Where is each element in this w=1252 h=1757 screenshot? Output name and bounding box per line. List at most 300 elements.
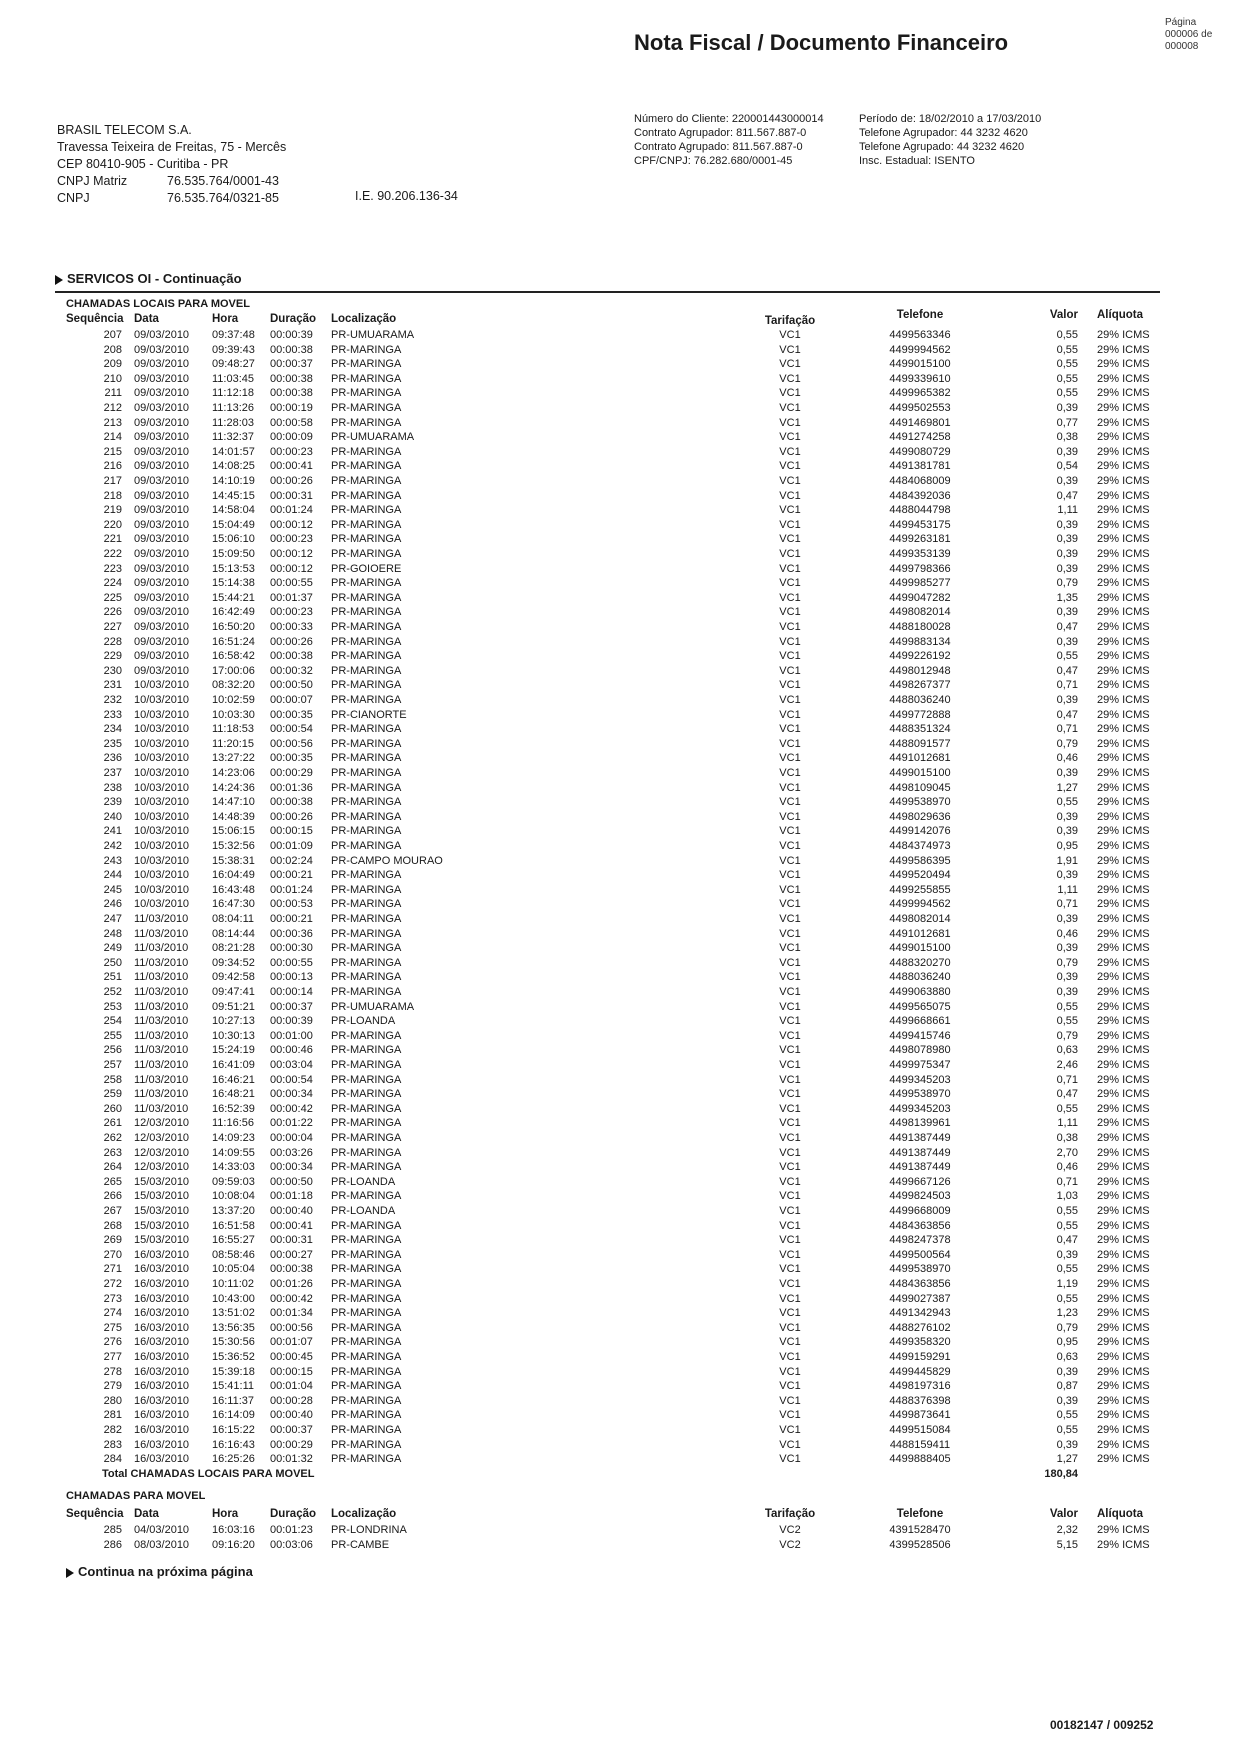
local-total-value: 180,84 [1044,1467,1078,1480]
cell-sequencia: 212 [103,402,122,414]
cell-tarifacao: VC1 [779,1088,801,1101]
cell-valor: 0,47 [1056,664,1078,677]
cell-aliquota: 29% ICMS [1097,1073,1150,1086]
table-row [0,985,1252,1000]
table-row [0,1029,1252,1044]
cell-duracao: 00:00:12 [270,548,313,560]
cell-aliquota: 29% ICMS [1097,781,1150,794]
cell-duracao: 00:00:55 [270,956,313,969]
cell-tarifacao: VC1 [779,1146,801,1159]
table-row [0,1175,1252,1190]
table-row [0,605,1252,620]
cell-tarifacao: VC1 [779,781,801,794]
cell-valor: 0,79 [1056,577,1078,590]
cell-data: 15/03/2010 [134,1205,190,1217]
cell-telefone: 4488376398 [889,1394,951,1407]
cell-telefone: 4499445829 [889,1365,951,1378]
cell-telefone: 4399528506 [889,1538,951,1551]
cell-localizacao: PR-LOANDA [331,1175,396,1188]
col-duracao: Duração [270,1508,317,1520]
cell-duracao: 00:00:12 [270,518,313,531]
table-row [0,1189,1252,1204]
cell-telefone: 4499159291 [889,1351,951,1363]
cell-data: 16/03/2010 [134,1321,190,1334]
cell-telefone: 4491387449 [889,1132,951,1144]
cell-hora: 15:06:15 [212,825,255,838]
cell-localizacao: PR-CIANORTE [331,708,407,721]
cell-localizacao: PR-MARINGA [331,913,402,925]
cell-hora: 08:21:28 [212,942,255,955]
cnpj-matriz-row [57,173,286,190]
cell-aliquota: 29% ICMS [1097,562,1150,575]
cell-valor: 0,55 [1056,1102,1078,1115]
cell-hora: 15:06:10 [212,533,255,546]
cell-sequencia: 273 [103,1292,122,1305]
cell-localizacao: PR-MARINGA [331,1380,402,1393]
cell-tarifacao: VC1 [779,431,801,444]
cell-data: 10/03/2010 [134,869,190,882]
cell-duracao: 00:00:29 [270,1438,313,1451]
cell-hora: 15:36:52 [212,1351,255,1363]
cell-tarifacao: VC1 [779,533,801,546]
cell-valor: 0,55 [1056,1424,1078,1436]
cell-localizacao: PR-MARINGA [331,1351,402,1363]
table-row [0,1306,1252,1321]
cell-aliquota: 29% ICMS [1097,343,1150,356]
cell-data: 16/03/2010 [134,1453,190,1466]
cell-telefone: 4499824503 [889,1190,951,1203]
company-name: BRASIL TELECOM S.A. [57,123,192,137]
mobile-calls-title: CHAMADAS PARA MOVEL [66,1490,206,1502]
cell-duracao: 00:00:42 [270,1102,313,1115]
cell-hora: 14:23:06 [212,767,255,779]
cell-localizacao: PR-LONDRINA [331,1524,407,1536]
cell-telefone: 4499563346 [889,329,951,341]
cell-duracao: 00:00:29 [270,767,313,779]
cell-localizacao: PR-MARINGA [331,1453,402,1466]
cell-data: 04/03/2010 [134,1524,190,1536]
cell-duracao: 00:00:14 [270,986,313,998]
cell-hora: 11:28:03 [212,416,255,429]
cell-localizacao: PR-MARINGA [331,694,402,706]
cell-duracao: 00:00:23 [270,445,313,458]
continue-notice [66,1564,253,1579]
cell-aliquota: 29% ICMS [1097,840,1150,852]
cell-duracao: 00:00:54 [270,1073,313,1086]
cell-data: 16/03/2010 [134,1292,190,1305]
cell-hora: 15:14:38 [212,577,255,590]
cell-hora: 08:32:20 [212,679,255,692]
cell-aliquota: 29% ICMS [1097,402,1150,414]
cell-data: 16/03/2010 [134,1307,190,1320]
cell-hora: 10:30:13 [212,1029,255,1042]
table-row [0,1277,1252,1292]
cell-duracao: 00:00:39 [270,329,313,341]
cell-valor: 0,79 [1056,956,1078,969]
cell-localizacao: PR-MARINGA [331,679,402,692]
cell-hora: 11:16:56 [212,1117,255,1130]
cell-hora: 16:03:16 [212,1524,255,1536]
cell-data: 09/03/2010 [134,343,190,356]
cell-hora: 11:13:26 [212,402,255,414]
cell-valor: 0,46 [1056,752,1078,765]
cell-data: 09/03/2010 [134,562,190,575]
cell-duracao: 00:01:26 [270,1278,313,1290]
cell-sequencia: 251 [103,971,122,984]
table-row [0,824,1252,839]
cell-valor: 0,39 [1056,1365,1078,1378]
table-row [0,547,1252,562]
cell-sequencia: 232 [103,694,122,706]
cell-aliquota: 29% ICMS [1097,372,1150,385]
cell-duracao: 00:00:15 [270,1365,313,1378]
cell-duracao: 00:00:27 [270,1248,313,1261]
cell-duracao: 00:00:13 [270,971,313,984]
cell-aliquota: 29% ICMS [1097,1380,1150,1393]
cell-aliquota: 29% ICMS [1097,1424,1150,1436]
cell-duracao: 00:00:31 [270,1234,313,1247]
cell-tarifacao: VC1 [779,475,801,487]
cell-valor: 0,54 [1056,460,1078,473]
company-address: Travessa Teixeira de Freitas, 75 - Mercês [57,140,287,154]
cell-sequencia: 271 [103,1263,122,1276]
cell-tarifacao: VC1 [779,767,801,779]
cell-duracao: 00:00:35 [270,752,313,765]
cell-telefone: 4499565075 [889,1000,951,1013]
cell-hora: 15:32:56 [212,840,255,852]
section-title: SERVICOS OI - Continuação [67,271,242,286]
cell-duracao: 00:01:36 [270,781,313,794]
cell-telefone: 4499015100 [889,358,951,371]
cell-sequencia: 263 [103,1146,122,1159]
cell-duracao: 00:00:26 [270,635,313,648]
cell-telefone: 4499586395 [889,854,951,867]
cell-telefone: 4498082014 [889,913,951,925]
cell-hora: 16:47:30 [212,898,255,911]
cell-localizacao: PR-MARINGA [331,956,402,969]
table-row [0,1438,1252,1453]
table-row [0,1043,1252,1058]
cell-valor: 0,55 [1056,650,1078,663]
cell-localizacao: PR-MARINGA [331,533,402,546]
cell-data: 10/03/2010 [134,825,190,838]
table-row [0,635,1252,650]
table-row [0,810,1252,825]
cell-tarifacao: VC1 [779,883,801,896]
cell-localizacao: PR-MARINGA [331,1234,402,1247]
cell-duracao: 00:00:30 [270,942,313,955]
cell-telefone: 4488036240 [889,694,951,706]
cell-aliquota: 29% ICMS [1097,445,1150,458]
cell-sequencia: 265 [103,1175,122,1188]
table-row [0,1335,1252,1350]
cell-tarifacao: VC1 [779,664,801,677]
cell-aliquota: 29% ICMS [1097,913,1150,925]
cell-tarifacao: VC1 [779,1409,801,1422]
cell-hora: 16:58:42 [212,650,255,663]
cell-hora: 10:05:04 [212,1263,255,1276]
table-row [0,576,1252,591]
cell-hora: 08:04:11 [212,913,255,925]
table-row [0,708,1252,723]
cell-valor: 0,39 [1056,562,1078,575]
table-row [0,1058,1252,1073]
cell-hora: 15:13:53 [212,562,255,575]
cell-telefone: 4499015100 [889,942,951,955]
cell-localizacao: PR-MARINGA [331,1438,402,1451]
cell-tarifacao: VC1 [779,708,801,721]
cell-hora: 09:37:48 [212,329,255,341]
cell-duracao: 00:00:54 [270,723,313,736]
cell-hora: 14:24:36 [212,781,255,794]
cell-valor: 0,63 [1056,1044,1078,1057]
cell-hora: 09:59:03 [212,1175,255,1188]
cell-aliquota: 29% ICMS [1097,883,1150,896]
cell-data: 16/03/2010 [134,1351,190,1363]
table-row [0,737,1252,752]
cell-aliquota: 29% ICMS [1097,533,1150,546]
cell-sequencia: 282 [103,1424,122,1436]
cell-data: 16/03/2010 [134,1438,190,1451]
cell-telefone: 4498012948 [889,664,951,677]
cell-sequencia: 276 [103,1336,122,1349]
cell-valor: 1,03 [1056,1190,1078,1203]
cell-hora: 11:18:53 [212,723,255,736]
cell-tarifacao: VC1 [779,504,801,517]
cell-telefone: 4499255855 [889,883,951,896]
cell-data: 10/03/2010 [134,679,190,692]
cell-telefone: 4491381781 [889,460,951,473]
cell-telefone: 4499142076 [889,825,951,838]
cell-duracao: 00:00:41 [270,460,313,473]
cell-duracao: 00:00:35 [270,708,313,721]
col-duracao: Duração [270,313,317,325]
cell-duracao: 00:00:38 [270,372,313,385]
cell-sequencia: 253 [103,1000,122,1013]
table-row [0,372,1252,387]
cell-localizacao: PR-LOANDA [331,1205,396,1217]
cell-aliquota: 29% ICMS [1097,1190,1150,1203]
cell-valor: 0,39 [1056,475,1078,487]
cell-valor: 0,39 [1056,986,1078,998]
cell-telefone: 4499345203 [889,1073,951,1086]
table-row [0,1523,1252,1538]
cell-data: 10/03/2010 [134,854,190,867]
cell-data: 11/03/2010 [134,913,189,925]
table-row [0,1408,1252,1423]
cell-hora: 16:15:22 [212,1424,255,1436]
col-tarifacao: Tarifação [764,1508,816,1520]
cell-tarifacao: VC2 [779,1524,801,1536]
cell-sequencia: 230 [103,664,122,677]
cell-data: 09/03/2010 [134,504,190,517]
table-row [0,401,1252,416]
cell-localizacao: PR-MARINGA [331,796,402,809]
cell-aliquota: 29% ICMS [1097,723,1150,736]
cell-tarifacao: VC1 [779,1321,801,1334]
cell-tarifacao: VC1 [779,1219,801,1232]
cell-sequencia: 254 [103,1015,122,1028]
cell-aliquota: 29% ICMS [1097,635,1150,648]
cell-hora: 16:25:26 [212,1453,255,1466]
cell-localizacao: PR-MARINGA [331,445,402,458]
cell-duracao: 00:00:39 [270,1015,313,1028]
cell-hora: 08:14:44 [212,927,255,940]
cell-valor: 0,39 [1056,606,1078,619]
col-telefone: Telefone [896,309,944,321]
cell-telefone: 4499883134 [889,635,951,648]
cell-tarifacao: VC1 [779,927,801,940]
cell-sequencia: 215 [103,445,122,458]
cell-localizacao: PR-MARINGA [331,986,402,998]
cell-localizacao: PR-MARINGA [331,1263,402,1276]
table-row [0,1321,1252,1336]
cell-duracao: 00:00:09 [270,431,313,444]
cell-data: 10/03/2010 [134,767,190,779]
cell-valor: 0,55 [1056,1219,1078,1232]
cell-localizacao: PR-MARINGA [331,387,402,400]
cell-tarifacao: VC1 [779,854,801,867]
page-total: 000008 [1165,41,1199,52]
cell-tarifacao: VC1 [779,445,801,458]
cell-sequencia: 219 [103,504,122,517]
cell-telefone: 4498247378 [889,1234,951,1247]
cell-localizacao: PR-MARINGA [331,1117,402,1130]
cell-aliquota: 29% ICMS [1097,591,1150,604]
cell-tarifacao: VC1 [779,402,801,414]
cell-localizacao: PR-MARINGA [331,358,402,371]
cell-valor: 0,38 [1056,431,1078,444]
cell-duracao: 00:01:24 [270,883,313,896]
cell-duracao: 00:00:37 [270,1424,313,1436]
cell-duracao: 00:01:37 [270,591,313,604]
table-row [0,430,1252,445]
cell-telefone: 4499515084 [889,1424,951,1436]
cell-data: 11/03/2010 [134,1059,189,1071]
cell-telefone: 4491387449 [889,1146,951,1159]
cell-data: 09/03/2010 [134,591,190,604]
table-row [0,1116,1252,1131]
client-block [634,112,824,168]
cell-duracao: 00:00:50 [270,1175,313,1188]
cnpj-value: 76.535.764/0321-85 [167,191,279,205]
cell-tarifacao: VC1 [779,1307,801,1320]
cell-aliquota: 29% ICMS [1097,504,1150,517]
cell-aliquota: 29% ICMS [1097,548,1150,560]
cell-data: 09/03/2010 [134,402,190,414]
table-row [0,941,1252,956]
cell-hora: 09:42:58 [212,971,255,984]
cell-tarifacao: VC1 [779,1365,801,1378]
cell-hora: 11:03:45 [212,372,255,385]
cell-data: 11/03/2010 [134,927,189,940]
cell-aliquota: 29% ICMS [1097,358,1150,371]
cell-valor: 0,39 [1056,635,1078,648]
cell-duracao: 00:01:18 [270,1190,313,1203]
table-row [0,970,1252,985]
cell-sequencia: 280 [103,1394,122,1407]
cell-sequencia: 214 [103,431,122,444]
cell-hora: 14:47:10 [212,796,255,809]
cell-valor: 2,70 [1056,1146,1078,1159]
cell-localizacao: PR-MARINGA [331,664,402,677]
cell-localizacao: PR-GOIOERE [331,562,402,575]
cell-valor: 0,39 [1056,810,1078,823]
cell-sequencia: 223 [103,562,122,575]
cell-telefone: 4499502553 [889,402,951,414]
cell-aliquota: 29% ICMS [1097,1205,1150,1217]
cell-tarifacao: VC1 [779,343,801,356]
cell-aliquota: 29% ICMS [1097,942,1150,955]
cell-tarifacao: VC1 [779,1161,801,1174]
table-row [0,1365,1252,1380]
cell-data: 10/03/2010 [134,723,190,736]
cell-telefone: 4488320270 [889,956,951,969]
cell-tarifacao: VC1 [779,1029,801,1042]
cell-duracao: 00:00:26 [270,810,313,823]
cell-tarifacao: VC1 [779,1059,801,1071]
cell-localizacao: PR-MARINGA [331,372,402,385]
cell-data: 10/03/2010 [134,840,190,852]
cell-sequencia: 238 [103,781,122,794]
cell-duracao: 00:00:38 [270,1263,313,1276]
cell-hora: 10:02:59 [212,694,255,706]
cell-valor: 0,63 [1056,1351,1078,1363]
cell-localizacao: PR-MARINGA [331,1190,402,1203]
cell-telefone: 4498109045 [889,781,951,794]
cell-data: 10/03/2010 [134,810,190,823]
cell-sequencia: 240 [103,810,122,823]
table-row [0,1160,1252,1175]
table-row [0,591,1252,606]
cell-localizacao: PR-MARINGA [331,1102,402,1115]
cell-data: 16/03/2010 [134,1380,190,1393]
cell-localizacao: PR-MARINGA [331,1248,402,1261]
cell-tarifacao: VC1 [779,562,801,575]
cell-tarifacao: VC1 [779,1073,801,1086]
cell-hora: 16:51:58 [212,1219,255,1232]
table-row [0,1394,1252,1409]
cell-data: 09/03/2010 [134,460,190,473]
cell-duracao: 00:00:40 [270,1205,313,1217]
cell-tarifacao: VC1 [779,1380,801,1393]
cell-sequencia: 217 [103,475,122,487]
cell-telefone: 4391528470 [889,1524,951,1536]
cell-duracao: 00:00:34 [270,1161,313,1174]
cell-telefone: 4491274258 [889,431,951,444]
cell-hora: 16:41:09 [212,1059,255,1071]
cell-data: 11/03/2010 [134,1088,189,1101]
table-row [0,474,1252,489]
cell-duracao: 00:00:04 [270,1132,313,1144]
cell-aliquota: 29% ICMS [1097,986,1150,998]
cell-telefone: 4499985277 [889,577,951,590]
cell-sequencia: 221 [103,533,122,546]
cell-sequencia: 209 [103,358,122,371]
cell-valor: 0,55 [1056,1205,1078,1217]
cell-tarifacao: VC1 [779,840,801,852]
cell-sequencia: 231 [103,679,122,692]
cell-tarifacao: VC1 [779,387,801,400]
cell-telefone: 4488276102 [889,1321,951,1334]
table-row [0,562,1252,577]
cell-valor: 0,71 [1056,898,1078,911]
cell-localizacao: PR-UMUARAMA [331,1000,415,1013]
cell-data: 11/03/2010 [134,942,189,955]
cell-tarifacao: VC1 [779,606,801,619]
cell-aliquota: 29% ICMS [1097,460,1150,473]
cell-localizacao: PR-MARINGA [331,577,402,590]
